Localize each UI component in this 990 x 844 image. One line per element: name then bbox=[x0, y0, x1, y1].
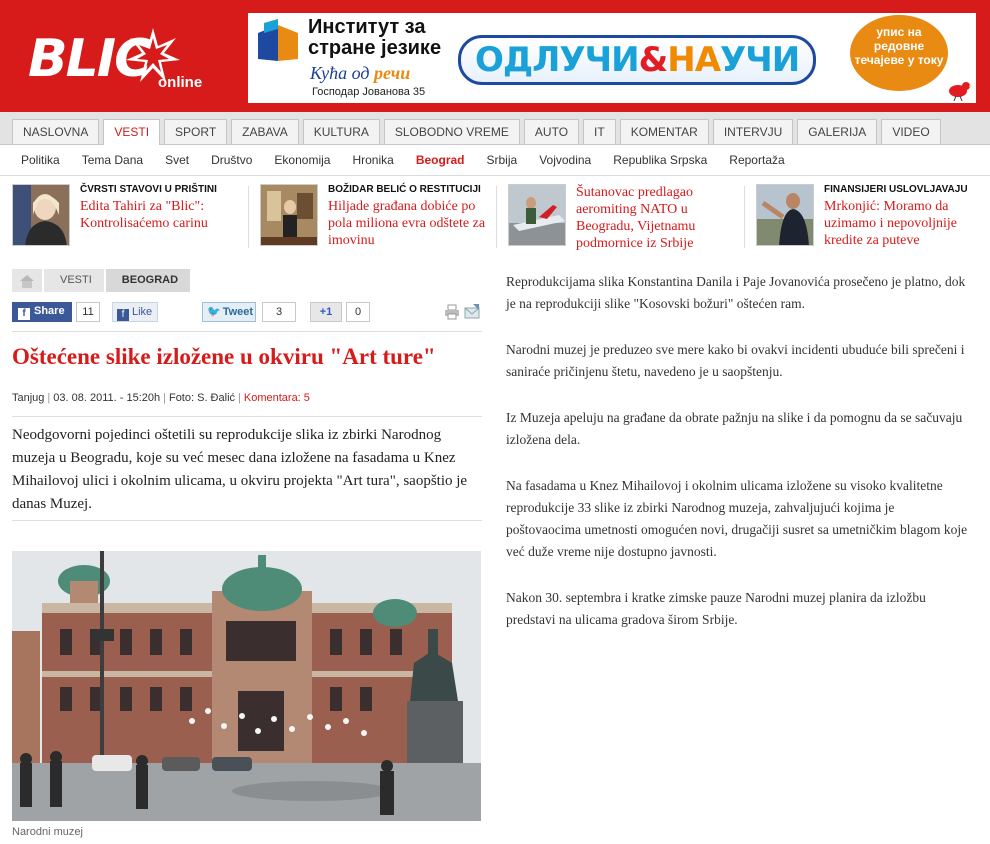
subnav-item-republika-srpska[interactable]: Republika Srpska bbox=[613, 153, 708, 167]
subnav-item-ekonomija[interactable]: Ekonomija bbox=[274, 153, 331, 167]
story-thumbnail[interactable] bbox=[508, 184, 566, 246]
facebook-icon: f bbox=[117, 309, 129, 321]
nav-tab-sport[interactable]: SPORT bbox=[164, 119, 227, 144]
email-icon[interactable] bbox=[464, 304, 480, 320]
divider bbox=[12, 331, 482, 332]
book-logo-icon bbox=[254, 19, 302, 67]
story-kicker: ČVRSTI STAVOVI U PRIŠTINI bbox=[80, 184, 217, 195]
nav-tab-kultura[interactable]: KULTURA bbox=[303, 119, 380, 144]
slogan-ampersand: & bbox=[638, 40, 668, 80]
main-navigation bbox=[0, 112, 990, 145]
nav-tab-vesti[interactable]: VESTI bbox=[103, 119, 160, 145]
logo-subtext: online bbox=[158, 74, 203, 91]
nav-tab-zabava[interactable]: ZABAVA bbox=[231, 119, 299, 144]
story-kicker: FINANSIJERI USLOVLJAVAJU bbox=[824, 184, 968, 195]
banner-enrollment-bubble: упис на редовне течајеве у току bbox=[850, 15, 948, 91]
nav-tab-video[interactable]: VIDEO bbox=[881, 119, 940, 144]
story-thumbnail[interactable] bbox=[756, 184, 814, 246]
banner-slogan bbox=[458, 35, 816, 85]
share-count: 11 bbox=[76, 302, 100, 322]
photo-label: Foto: bbox=[168, 392, 195, 404]
facebook-icon: f bbox=[18, 308, 30, 320]
subnav-item-vojvodina[interactable]: Vojvodina bbox=[539, 153, 592, 167]
divider bbox=[12, 520, 482, 521]
story-headline[interactable]: Hiljade građana dobiće po pola miliona evra odštete za imovinu bbox=[328, 199, 486, 248]
divider bbox=[744, 186, 745, 248]
divider bbox=[248, 186, 249, 248]
divider bbox=[496, 186, 497, 248]
breadcrumb-home[interactable] bbox=[12, 269, 42, 292]
subnav-item-reportaža[interactable]: Reportaža bbox=[729, 153, 785, 167]
story-headline[interactable]: Šutanovac predlagao aeromiting NATO u Beogradu, Vijetnamu podmornice iz Srbije bbox=[576, 185, 696, 251]
article-paragraph: Reprodukcijama slika Konstantina Danila i Paje Jovanovića prosečeno je platno, dok je na reprodukciji slike "Kosovski božuri" oštećen ram. bbox=[506, 274, 966, 311]
article-photo[interactable] bbox=[12, 551, 481, 821]
article-paragraph: Narodni muzej je preduzeo sve mere kako bi ovakvi incidenti ubuduće bili sprečeni i saniraće pričinjenu štetu, navedeno je u saopštenju. bbox=[506, 342, 965, 379]
story-kicker: BOŽIDAR BELIĆ O RESTITUCIJI bbox=[328, 184, 481, 195]
logo-text: BLIC bbox=[28, 29, 151, 89]
social-share-bar bbox=[12, 302, 482, 324]
tweet-label: Tweet bbox=[222, 306, 254, 318]
top-story[interactable] bbox=[508, 184, 738, 252]
top-story[interactable] bbox=[756, 184, 980, 252]
article-lead: Neodgovorni pojedinci oštetili su reprodukcije slika iz zbirki Narodnog muzeja u Beogradu, koje su već mesec dana izložene na fasadama u Knez Mihailovoj ulici i okolnim ulicama, u okviru projekta "Art tura", saopštio je danas Muzej. bbox=[12, 427, 468, 512]
home-icon bbox=[12, 269, 42, 292]
story-headline[interactable]: Edita Tahiri za "Blic": Kontrolisaćemo carinu bbox=[80, 199, 208, 231]
share-label: Share bbox=[34, 305, 65, 317]
google-plus-one-button[interactable]: +1 bbox=[310, 302, 342, 322]
slogan-part-2: НА bbox=[667, 40, 721, 80]
slogan-part-3: УЧИ bbox=[720, 40, 800, 80]
nav-tab-naslovna[interactable]: NASLOVNA bbox=[12, 119, 99, 144]
nav-tab-slobodno-vreme[interactable]: SLOBODNO VREME bbox=[384, 119, 520, 144]
nav-tab-komentar[interactable]: KOMENTAR bbox=[620, 119, 709, 144]
tweet-button[interactable] bbox=[202, 302, 256, 322]
article-paragraph: Iz Muzeja apeluju na građane da obrate pažnju na slike i da pomognu da se sačuvaju izložena dela. bbox=[506, 410, 963, 447]
photo-author: S. Đalić bbox=[197, 392, 236, 404]
like-label: Like bbox=[132, 306, 153, 318]
banner-address: Господар Јованова 35 bbox=[312, 86, 426, 98]
story-thumbnail[interactable] bbox=[12, 184, 70, 246]
nav-tab-intervju[interactable]: INTERVJU bbox=[713, 119, 793, 144]
breadcrumb-item-vesti[interactable]: VESTI bbox=[44, 269, 104, 292]
article-meta: Tanjug | 03. 08. 2011. - 15:20h | Foto: S. Đalić | Komentara: 5 bbox=[12, 392, 310, 404]
article-title: Oštećene slike izložene u okviru "Art ture" bbox=[12, 344, 436, 369]
banner-tagline-word: речи bbox=[374, 63, 411, 83]
subnav-item-politika[interactable]: Politika bbox=[21, 153, 60, 167]
article-source: Tanjug bbox=[12, 392, 45, 404]
slogan-part-1: ОДЛУЧИ bbox=[475, 40, 639, 80]
breadcrumb-item-beograd[interactable]: BEOGRAD bbox=[106, 269, 190, 292]
top-story[interactable] bbox=[12, 184, 242, 252]
main-nav-list bbox=[12, 119, 945, 145]
facebook-like-button[interactable] bbox=[112, 302, 158, 322]
story-headline[interactable]: Mrkonjić: Moramo da uzimamo i nepovoljnije kredite za puteve bbox=[824, 199, 957, 248]
subnav-item-tema-dana[interactable]: Tema Dana bbox=[81, 153, 144, 167]
advertisement-banner[interactable] bbox=[248, 13, 976, 103]
blic-logo[interactable] bbox=[28, 24, 208, 94]
tweet-count: 3 bbox=[262, 302, 296, 322]
banner-institute-name bbox=[308, 17, 478, 59]
banner-line-1: Институт за bbox=[308, 16, 426, 38]
facebook-share-button[interactable] bbox=[12, 302, 72, 322]
plus-one-count: 0 bbox=[346, 302, 370, 322]
breadcrumb bbox=[12, 269, 192, 292]
divider bbox=[12, 416, 482, 417]
subnav-item-beograd[interactable]: Beograd bbox=[415, 153, 465, 167]
article-paragraph: Nakon 30. septembra i kratke zimske pauze Narodni muzej planira da izložbu predstavi na ulicama gradova širom Srbije. bbox=[506, 590, 926, 627]
subnav-list bbox=[21, 146, 807, 175]
site-header bbox=[0, 0, 990, 112]
article-date: 03. 08. 2011. - 15:20h bbox=[53, 392, 161, 404]
nav-tab-it[interactable]: IT bbox=[583, 119, 616, 144]
nav-tab-galerija[interactable]: GALERIJA bbox=[797, 119, 877, 144]
section-subnavigation bbox=[0, 146, 990, 176]
banner-tagline-pre: Кућа од bbox=[310, 63, 370, 83]
subnav-item-svet[interactable]: Svet bbox=[165, 153, 190, 167]
banner-tagline bbox=[310, 63, 410, 84]
top-stories-strip bbox=[0, 180, 990, 256]
subnav-item-društvo[interactable]: Društvo bbox=[211, 153, 253, 167]
article-body bbox=[506, 271, 971, 655]
photo-caption: Narodni muzej bbox=[12, 826, 83, 838]
print-icon[interactable] bbox=[444, 304, 460, 320]
article-paragraph: Na fasadama u Knez Mihailovoj i okolnim ulicama izložene su visoko kvalitetne reprodukcije 33 slike iz zbirki Narodnog muzeja, zahvaljujući kojima je poštovaocima umetnosti omogućen novi, drugačiji susret sa umetničkim blagom koje već duže vreme nije dostupno javnosti. bbox=[506, 478, 968, 559]
subnav-item-srbija[interactable]: Srbija bbox=[486, 153, 518, 167]
bird-icon bbox=[944, 79, 972, 101]
top-story[interactable] bbox=[260, 184, 492, 252]
subnav-item-hronika[interactable]: Hronika bbox=[352, 153, 394, 167]
twitter-bird-icon: 🐦 bbox=[207, 306, 221, 318]
nav-tab-auto[interactable]: AUTO bbox=[524, 119, 579, 144]
comments-link[interactable]: Komentara: 5 bbox=[243, 392, 310, 404]
banner-line-2: стране језике bbox=[308, 37, 442, 59]
story-thumbnail[interactable] bbox=[260, 184, 318, 246]
